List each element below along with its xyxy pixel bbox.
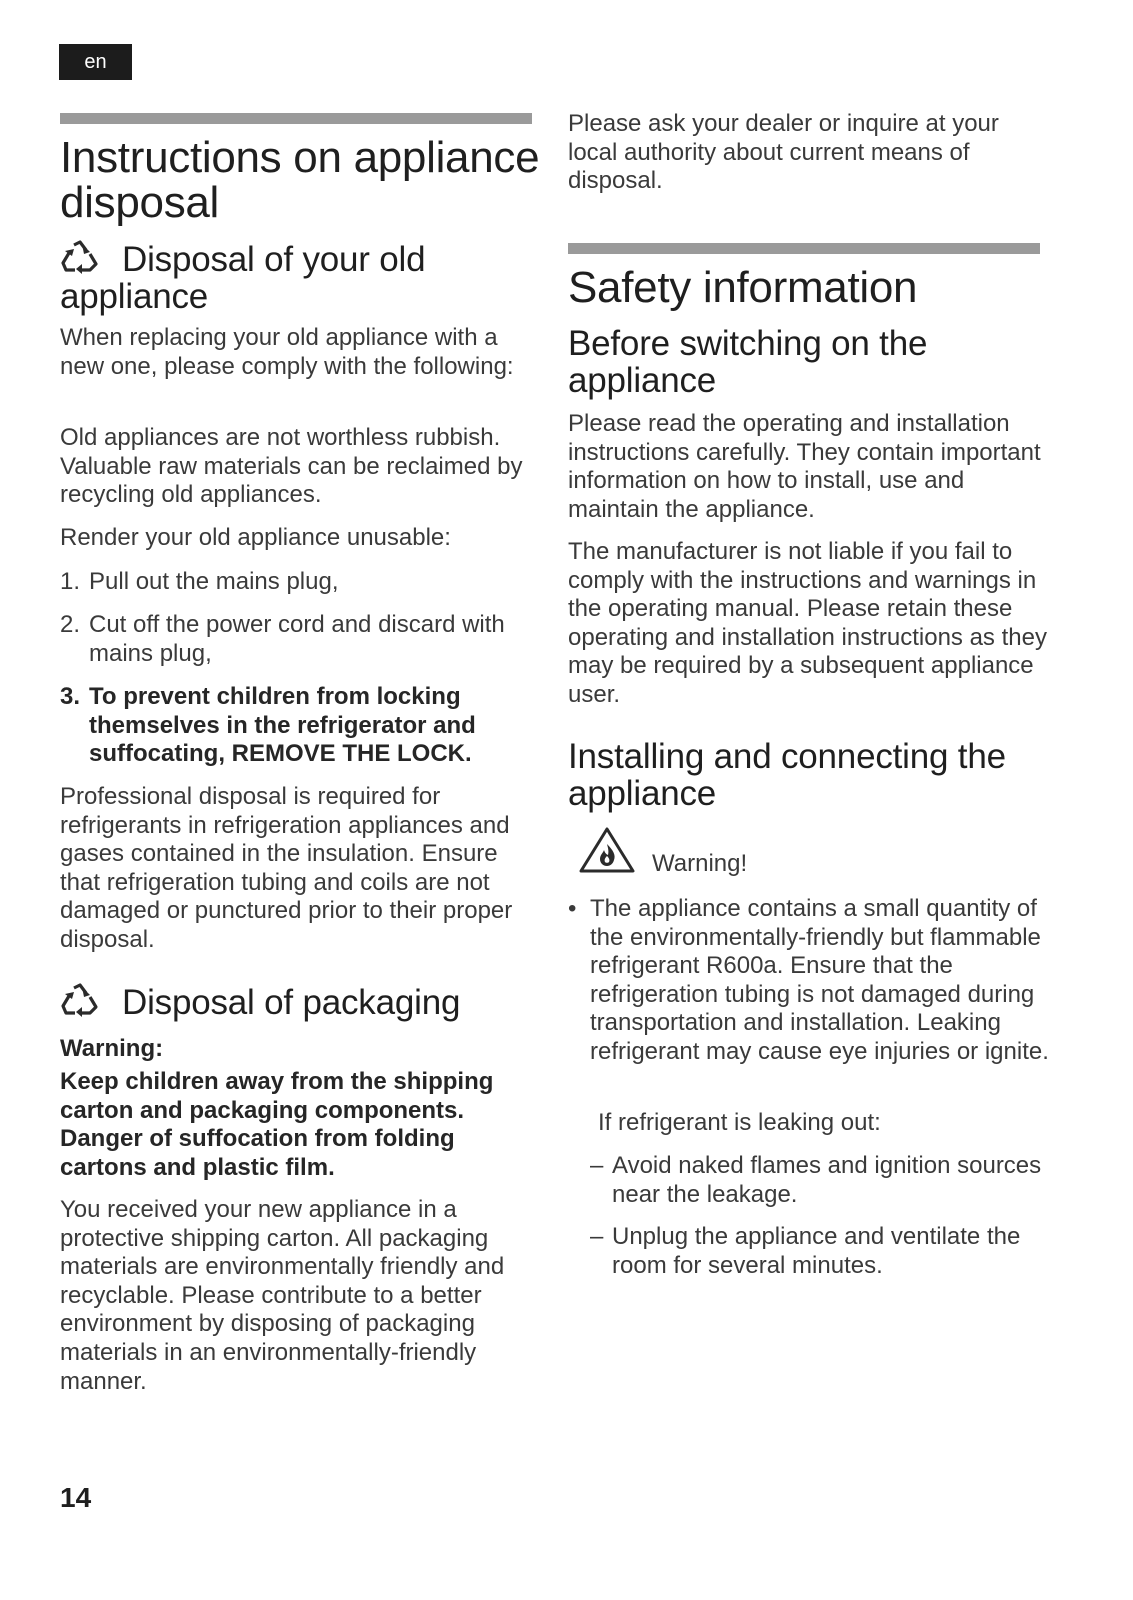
heading-old-appliance: Disposal of your old appliance [60,240,426,316]
dash: – [590,1152,604,1179]
paragraph-professional-disposal: Professional disposal is required for refrigerants in refrigeration appliances and gases contained in the insulation. Ensure that refrigeration tubing and coils are not damaged or punctured prior to their proper disposal. [60,783,513,953]
page-title-disposal: Instructions on appliance disposal [60,133,540,227]
warning-text-packaging: Keep children away from the shipping carton and packaging components. Danger of suffocation from folding cartons and plastic film. [60,1068,494,1181]
paragraph-manufacturer-liability: The manufacturer is not liable if you fail to comply with the instructions and warnings in the operating manual. Please retain these operating and installation instructions as they may be required by a subsequent appliance user. [568,538,1047,708]
step-text: Pull out the mains plug, [89,568,339,595]
language-tab: en [59,44,132,80]
bullet: • [568,895,577,922]
leak-step-text: Avoid naked flames and ignition sources near the leakage. [612,1152,1042,1208]
section-rule [568,243,1040,254]
paragraph-shipping-carton: You received your new appliance in a protective shipping carton. All packaging materials are environmentally friendly and recyclable. Please contribute to a better environment by disposing of packaging materials in an environmentally-friendly manner. [60,1196,505,1395]
section-rule [60,113,532,124]
paragraph-render-unusable: Render your old appliance unusable: [60,524,451,551]
bullet-refrigerant-text: The appliance contains a small quantity of the environmentally-friendly but flammable refrigerant R600a. Ensure that the refrigeration tubing is not damaged during transportation and installation. Leaking refrigerant may cause eye injuries or ignite. [590,895,1049,1065]
paragraph-leak-intro: If refrigerant is leaking out: [598,1109,881,1136]
step-number: 3. [60,683,81,710]
heading-packaging: Disposal of packaging [60,983,540,1021]
heading-before-switching: Before switching on the appliance [568,324,928,400]
page-number: 14 [60,1482,92,1513]
heading-installing: Installing and connecting the appliance [568,737,1006,813]
warning-label: Warning: [60,1035,164,1062]
paragraph-ask-dealer: Please ask your dealer or inquire at your local authority about current means of disposal. [568,110,999,195]
recycle-icon [60,240,100,274]
step-number: 1. [60,568,81,595]
paragraph-read-instructions: Please read the operating and installation instructions carefully. They contain important information on how to install, use and maintain the appliance. [568,410,1041,523]
dash: – [590,1223,604,1250]
paragraph-replacing: When replacing your old appliance with a new one, please comply with the following: [60,324,514,380]
step-text-remove-lock: To prevent children from locking themselves in the refrigerator and suffocating, REMOVE THE LOCK. [89,683,476,768]
flammable-warning-icon [578,826,636,874]
page-title-safety: Safety information [568,263,918,312]
step-number: 2. [60,611,81,638]
warning-label-installing: Warning! [652,850,748,877]
step-text: Cut off the power cord and discard with mains plug, [89,611,505,667]
paragraph-not-rubbish: Old appliances are not worthless rubbish. Valuable raw materials can be reclaimed by recycling old appliances. [60,424,523,509]
recycle-icon [60,983,100,1017]
leak-step-text: Unplug the appliance and ventilate the room for several minutes. [612,1223,1021,1279]
